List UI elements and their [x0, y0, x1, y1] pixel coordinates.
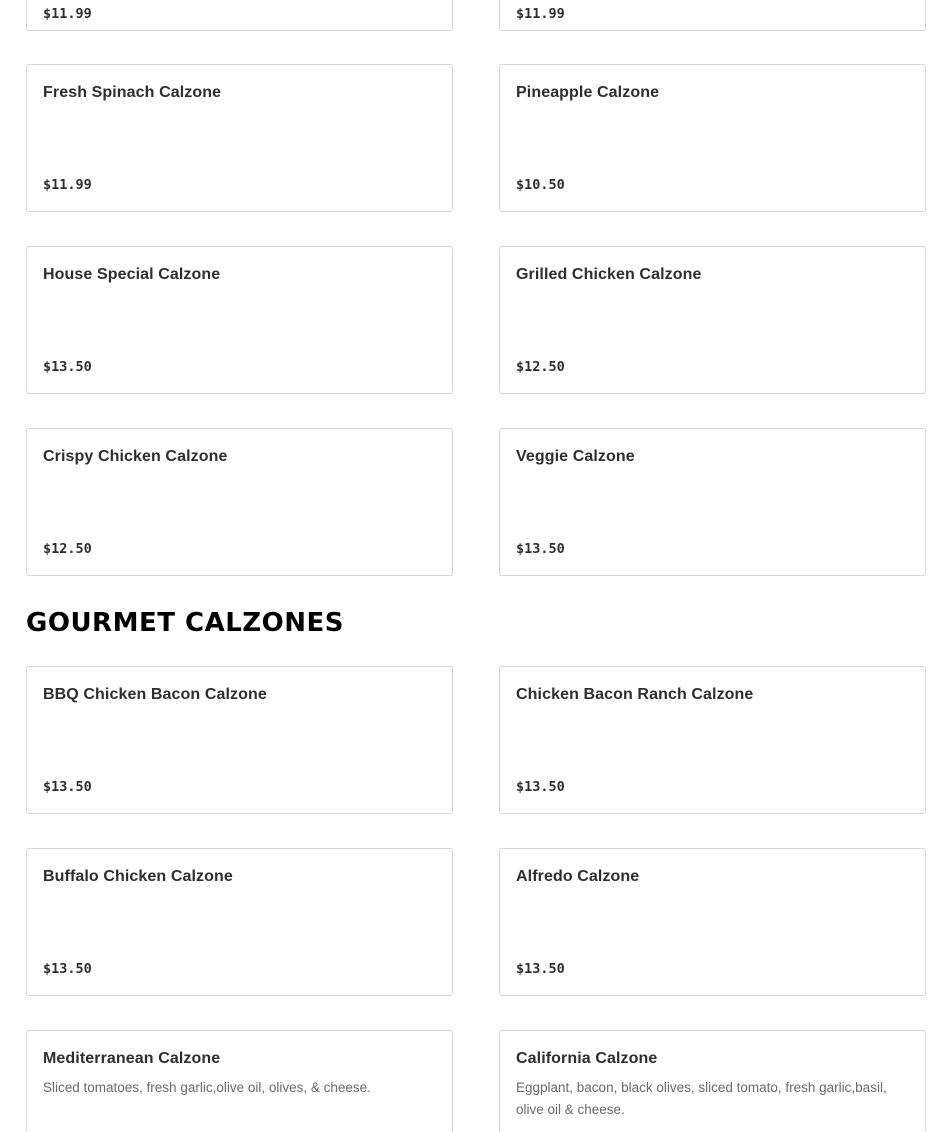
- item-name: California Calzone: [516, 1050, 658, 1067]
- menu-item-card[interactable]: [499, 64, 926, 212]
- item-price: $11.99: [516, 6, 565, 22]
- item-name: Mediterranean Calzone: [43, 1050, 221, 1067]
- section-heading: GOURMET CALZONES: [26, 608, 344, 638]
- item-price: $12.50: [43, 541, 92, 557]
- item-name: Chicken Bacon Ranch Calzone: [516, 686, 754, 703]
- menu-item-card[interactable]: [26, 848, 453, 996]
- menu-item-card[interactable]: [499, 428, 926, 576]
- menu-item-card[interactable]: [26, 0, 453, 31]
- item-description: Sliced tomatoes, fresh garlic,olive oil, olives, & cheese.: [43, 1080, 371, 1095]
- menu-item-card[interactable]: [26, 64, 453, 212]
- menu-item-card[interactable]: [26, 428, 453, 576]
- menu-item-card[interactable]: [499, 1030, 926, 1132]
- menu-item-card[interactable]: [499, 666, 926, 814]
- item-name: Grilled Chicken Calzone: [516, 266, 702, 283]
- item-name: BBQ Chicken Bacon Calzone: [43, 686, 267, 703]
- item-price: $13.50: [43, 359, 92, 375]
- item-price: $13.50: [516, 541, 565, 557]
- item-name: House Special Calzone: [43, 266, 221, 283]
- item-name: Alfredo Calzone: [516, 868, 640, 885]
- menu-item-card[interactable]: [499, 246, 926, 394]
- item-price: $13.50: [516, 779, 565, 795]
- item-price: $13.50: [516, 961, 565, 977]
- menu-item-card[interactable]: [26, 666, 453, 814]
- menu-item-card[interactable]: [499, 0, 926, 31]
- menu-item-card[interactable]: [499, 848, 926, 996]
- menu-item-card[interactable]: [26, 246, 453, 394]
- item-price: $13.50: [43, 779, 92, 795]
- item-name: Veggie Calzone: [516, 448, 635, 465]
- item-price: $10.50: [516, 177, 565, 193]
- item-name: Fresh Spinach Calzone: [43, 84, 222, 101]
- item-name: Crispy Chicken Calzone: [43, 448, 228, 465]
- item-name: Buffalo Chicken Calzone: [43, 868, 233, 885]
- item-price: $13.50: [43, 961, 92, 977]
- item-description: Eggplant, bacon, black olives, sliced tomato, fresh garlic,basil, olive oil & cheese.: [516, 1080, 887, 1117]
- item-price: $11.99: [43, 6, 92, 22]
- item-name: Pineapple Calzone: [516, 84, 660, 101]
- menu-item-card[interactable]: [26, 1030, 453, 1132]
- item-price: $11.99: [43, 177, 92, 193]
- item-price: $12.50: [516, 359, 565, 375]
